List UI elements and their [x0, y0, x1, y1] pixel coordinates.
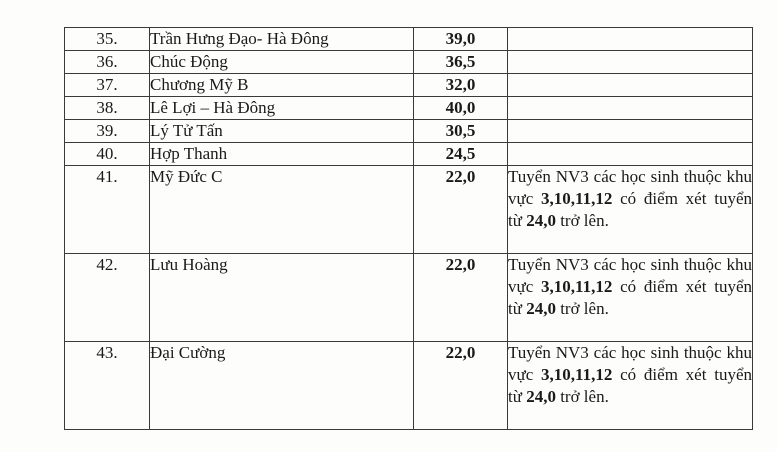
school-name: Chương Mỹ B — [150, 74, 414, 97]
row-number: 35. — [65, 28, 150, 51]
score-value: 22,0 — [414, 166, 508, 254]
note-cell — [508, 166, 753, 254]
note-cell — [508, 97, 753, 120]
note-cell — [508, 74, 753, 97]
school-name: Trần Hưng Đạo- Hà Đông — [150, 28, 414, 51]
table-row — [65, 97, 753, 120]
table-row — [65, 74, 753, 97]
school-name: Chúc Động — [150, 51, 414, 74]
table-row — [65, 254, 753, 342]
score-value: 32,0 — [414, 74, 508, 97]
row-number: 36. — [65, 51, 150, 74]
note-cell — [508, 254, 753, 342]
school-name: Hợp Thanh — [150, 143, 414, 166]
note-text: Tuyển NV3 các học sinh thuộc khu vực 3,10,11,12 có điểm xét tuyển từ 24,0 trở lên. — [508, 343, 752, 406]
row-number: 37. — [65, 74, 150, 97]
school-name: Lưu Hoàng — [150, 254, 414, 342]
school-name: Lê Lợi – Hà Đông — [150, 97, 414, 120]
score-value: 40,0 — [414, 97, 508, 120]
score-value: 30,5 — [414, 120, 508, 143]
note-cell — [508, 51, 753, 74]
school-name: Lý Tử Tấn — [150, 120, 414, 143]
table-row — [65, 143, 753, 166]
table-row — [65, 28, 753, 51]
school-name: Mỹ Đức C — [150, 166, 414, 254]
note-text: Tuyển NV3 các học sinh thuộc khu vực 3,10,11,12 có điểm xét tuyển từ 24,0 trở lên. — [508, 167, 752, 230]
row-number: 39. — [65, 120, 150, 143]
note-cell — [508, 342, 753, 430]
note-text: Tuyển NV3 các học sinh thuộc khu vực 3,10,11,12 có điểm xét tuyển từ 24,0 trở lên. — [508, 255, 752, 318]
row-number: 40. — [65, 143, 150, 166]
note-cell — [508, 143, 753, 166]
school-name: Đại Cường — [150, 342, 414, 430]
score-value: 22,0 — [414, 342, 508, 430]
table-row — [65, 166, 753, 254]
score-value: 24,5 — [414, 143, 508, 166]
row-number: 43. — [65, 342, 150, 430]
table-row — [65, 120, 753, 143]
score-value: 36,5 — [414, 51, 508, 74]
note-cell — [508, 28, 753, 51]
table-row — [65, 342, 753, 430]
score-value: 22,0 — [414, 254, 508, 342]
note-cell — [508, 120, 753, 143]
row-number: 42. — [65, 254, 150, 342]
row-number: 41. — [65, 166, 150, 254]
admission-scores-table — [64, 27, 753, 430]
row-number: 38. — [65, 97, 150, 120]
table-row — [65, 51, 753, 74]
score-value: 39,0 — [414, 28, 508, 51]
